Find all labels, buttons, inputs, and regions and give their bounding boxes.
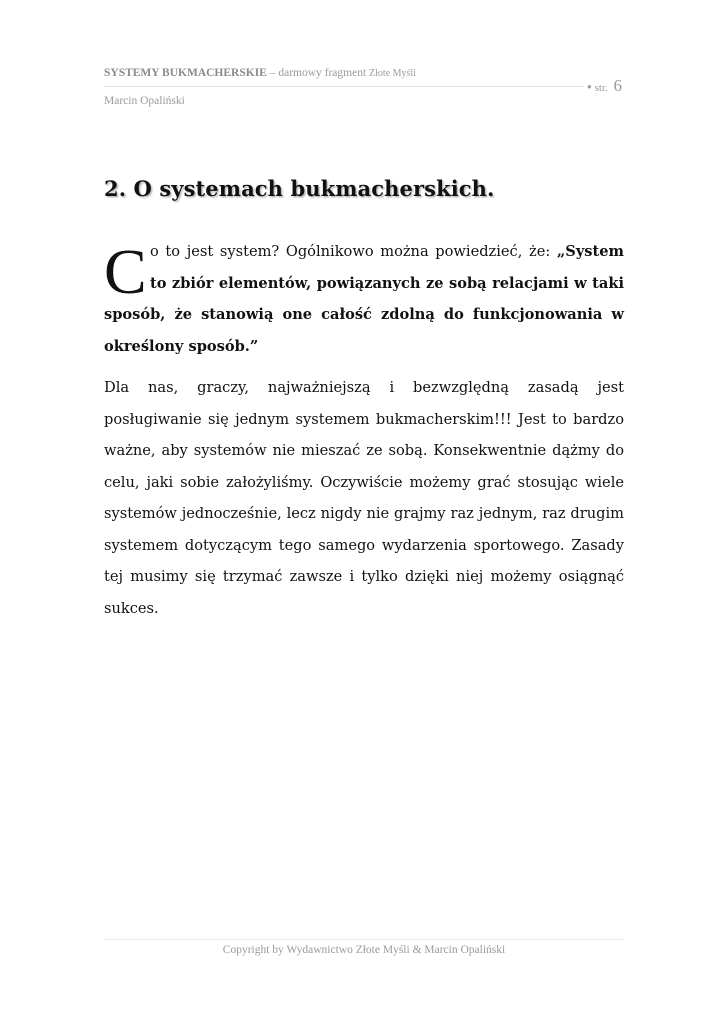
header-subtitle: darmowy fragment bbox=[278, 67, 370, 79]
header-author: Marcin Opaliński bbox=[104, 95, 185, 107]
page-number-label bbox=[587, 76, 622, 96]
header-publisher: Złote Myśli bbox=[369, 68, 416, 79]
header-title-line bbox=[104, 66, 584, 87]
paragraph-rule: Dla nas, graczy, najważniejszą i bezwzględną zasadą jest posługiwanie się jednym systemem bukmacherskim!!! Jest to bardzo ważne, aby systemów nie mieszać ze sobą. Konsekwentnie dążmy do celu, jaki sobie założyliśmy. Oczywiście możemy grać stosując wiele systemów jednocześnie, lecz nigdy nie grajmy raz jednym, raz drugim systemem dotyczącym tego samego wydarzenia sportowego. Zasady tej musimy się trzymać zawsze i tylko dzięki niej możemy osiągnąć sukces. bbox=[104, 379, 624, 617]
chapter-title: 2. O systemach bukmacherskich. bbox=[104, 176, 495, 201]
paragraph-definition bbox=[104, 236, 624, 362]
header-dash: – bbox=[266, 67, 279, 79]
page-number: 6 bbox=[613, 76, 622, 95]
running-header bbox=[104, 66, 584, 108]
drop-cap: C bbox=[104, 236, 147, 307]
page-prefix: str. bbox=[591, 82, 611, 94]
footer-copyright: Copyright by Wydawnictwo Złote Myśli & Marcin Opaliński bbox=[104, 939, 624, 956]
bullet-icon: ● bbox=[587, 82, 592, 91]
system-definition: „System to zbiór elementów, powiązanych ze sobą relacjami w taki sposób, że stanowią one całość zdolną do funkcjonowania w określony sposób.” bbox=[104, 243, 624, 355]
main-content bbox=[104, 236, 624, 624]
book-title: SYSTEMY BUKMACHERSKIE bbox=[104, 67, 267, 79]
paragraph-intro: o to jest system? Ogólnikowo można powiedzieć, że: bbox=[150, 243, 557, 260]
